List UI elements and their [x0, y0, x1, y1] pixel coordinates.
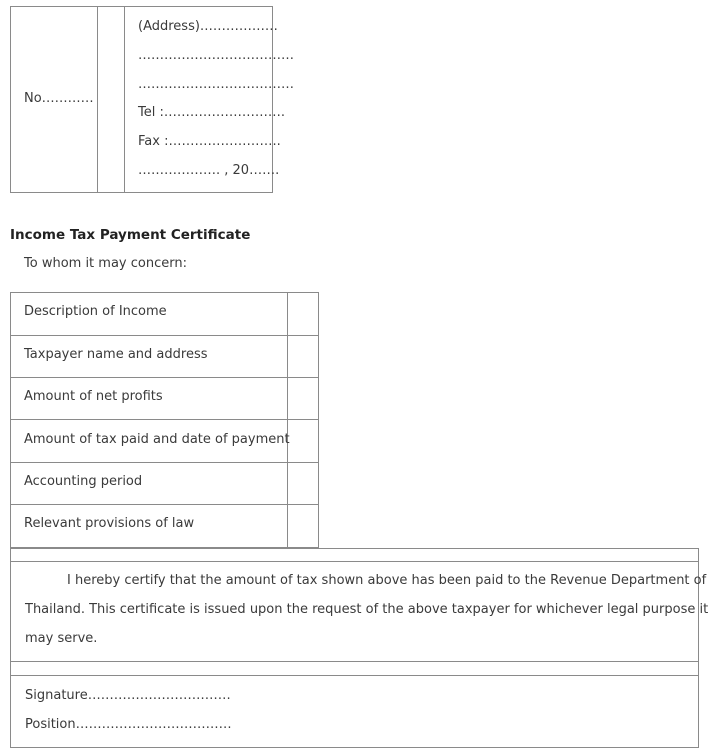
- address-line: (Address)………………: [138, 19, 278, 34]
- position-line: Position………………………………: [25, 717, 232, 732]
- table-row: [11, 336, 318, 378]
- header-box: [10, 6, 294, 193]
- fax-field: Fax :……………………..: [138, 134, 281, 149]
- table-row: [11, 463, 318, 505]
- section-divider: [11, 561, 698, 562]
- section-divider: [11, 675, 698, 676]
- certificate-number: No…………: [24, 91, 94, 106]
- row-label-accounting-period: Accounting period: [24, 474, 143, 489]
- row-label-tax-paid: Amount of tax paid and date of payment: [24, 432, 290, 447]
- table-row: [11, 293, 318, 336]
- table-row: [11, 505, 318, 547]
- certification-line-3: may serve.: [25, 631, 98, 646]
- income-table: [10, 292, 319, 548]
- section-divider: [11, 661, 698, 662]
- row-label-provisions: Relevant provisions of law: [24, 516, 195, 531]
- salutation: To whom it may concern:: [24, 256, 187, 271]
- signature-line: Signature……………………………: [25, 688, 231, 703]
- address-line-2: ………………………………: [138, 48, 294, 63]
- table-row: [11, 378, 318, 420]
- certification-box: [10, 548, 709, 748]
- header-divider: [124, 7, 125, 192]
- certification-line-1: I hereby certify that the amount of tax shown above has been paid to the Revenue Department of: [67, 573, 707, 588]
- tel-field: Tel :……………………….: [138, 105, 285, 120]
- address-line-3: ………………………………: [138, 77, 294, 92]
- page-title: Income Tax Payment Certificate: [10, 227, 251, 243]
- table-row: [11, 420, 318, 463]
- row-label-description: Description of Income: [24, 304, 167, 319]
- header-divider: [97, 7, 98, 192]
- certification-line-2: Thailand. This certificate is issued upon the request of the above taxpayer for whichever legal purpose it: [25, 602, 709, 617]
- row-label-taxpayer: Taxpayer name and address: [24, 347, 208, 362]
- date-field: ………………. , 20…….: [138, 163, 280, 178]
- row-label-net-profits: Amount of net profits: [24, 389, 163, 404]
